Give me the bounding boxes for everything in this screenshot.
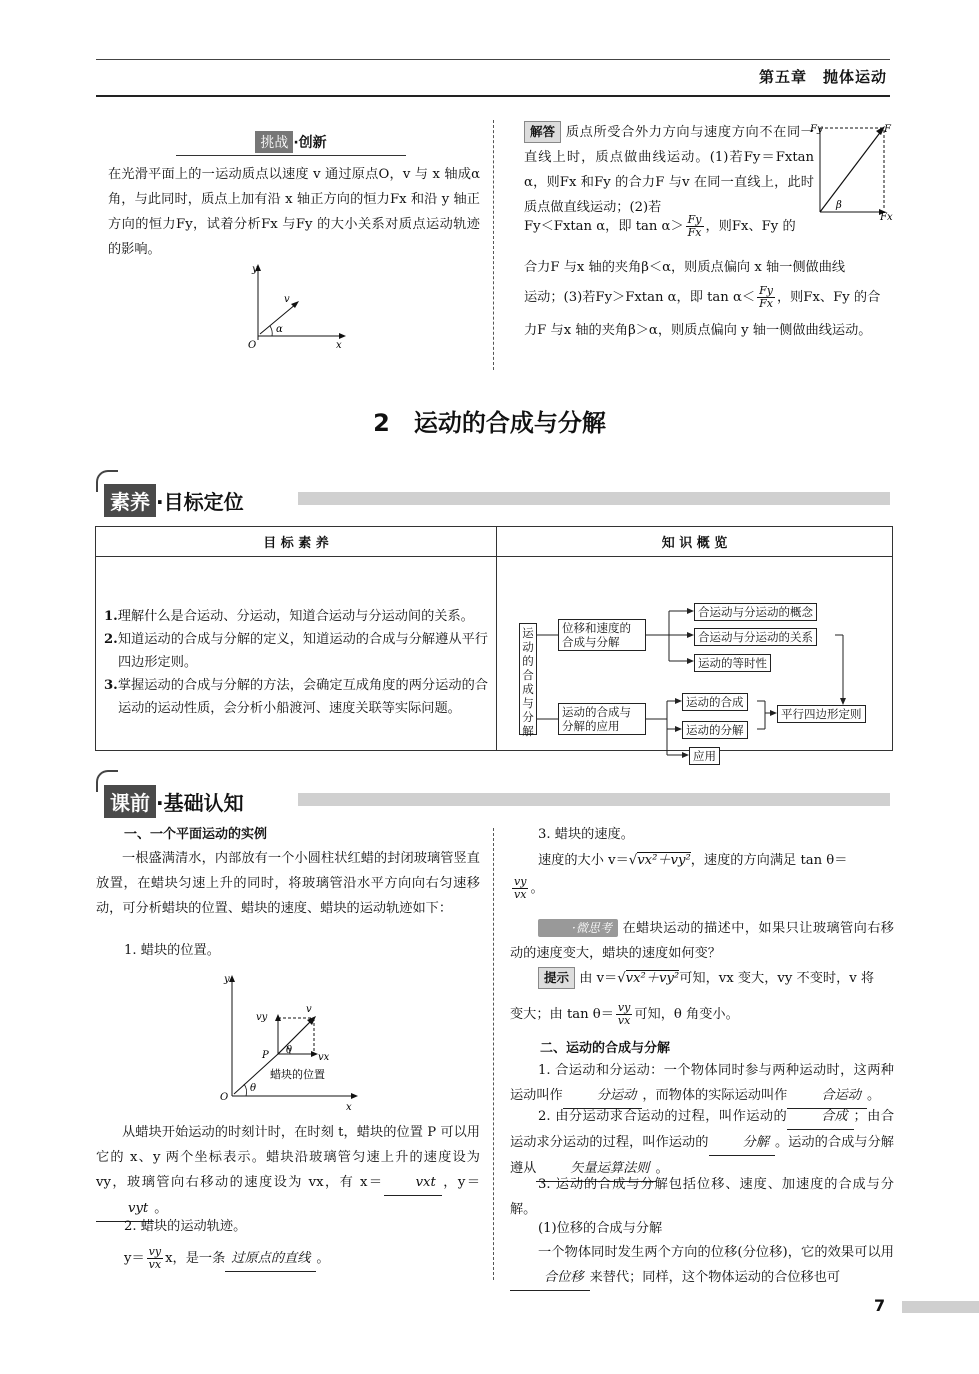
map-item-application: 应用 [689,747,720,765]
hint-fraction: $\frac{vy}{vx}$ [617,1001,631,1027]
fig3-caption: 蜡块的位置 [270,1068,325,1081]
goal-item: 3.掌握运动的合成与分解的方法，会确定互成角度的两分运动的合运动的运动性质，会分析小船渡河、速度关联等实际问题。 [104,678,488,716]
fig1-o-label: O [248,340,257,351]
challenge-title: ·创新 [293,135,327,151]
table-header-goals: 目 标 素 养 [96,527,497,557]
solution-line3: 合力F 与x 轴的夹角β＜α，则质点偏向 x 轴一侧做曲线 [524,260,846,275]
answer-blank-y: vyt [96,1196,154,1222]
right-speed: 速度的大小 v＝√vx²＋vy²，速度的方向满足 tan θ＝ [538,853,848,868]
fig3-p-label: P [262,1050,269,1061]
right-speed-dir: $\frac{vy}{vx}$ 。 [514,875,544,901]
section2-bar [298,793,890,806]
fig3-o-label: O [220,1092,229,1103]
map-parallelogram-rule: 平行四边形定则 [777,705,866,723]
right-q1: 1. 合运动和分运动：一个物体同时参与两种运动时，这两种运动叫作 分运动 ，而物体的实际运动叫作 合运动 。 [510,1058,894,1109]
map-item-decomposition: 运动的分解 [682,721,748,739]
solution-block [524,120,814,220]
concept-map [497,557,893,763]
section1-title: ·目标定位 [156,490,244,514]
solution-fraction-2: $\frac{Fy}{Fx}$ [759,284,773,310]
main-title: 2 运动的合成与分解 [373,409,606,437]
trajectory-fraction: $\frac{vy}{vx}$ [148,1245,162,1271]
column-divider-top [493,120,494,370]
page-number: 7 [874,1296,886,1315]
map-branch-1: 位移和速度的合成与分解 [558,619,646,651]
map-item-composition: 运动的合成 [682,693,748,711]
section1-badge: 素养 [104,484,156,517]
column-divider-bottom [493,828,494,1280]
map-branch-2: 运动的合成与分解的应用 [558,703,646,735]
answer-blank-component: 分运动 [563,1083,643,1109]
map-item-relation: 合运动与分运动的关系 [694,628,817,646]
fig3-vx-label: vx [318,1052,330,1063]
table-header-overview: 知 识 概 览 [497,527,893,557]
map-item-concept: 合运动与分运动的概念 [694,603,817,621]
fig3-theta2-label: θ [250,1083,257,1094]
fig3-vy-label: vy [256,1012,268,1023]
section2-badge: 课前 [104,785,156,818]
answer-blank-x: vxt [384,1170,442,1196]
right-hint: 提示 由 v＝√vx²＋vy²可知，vx 变大，vy 不变时，v 将 [538,966,894,991]
section1-heading [104,484,244,517]
fig3-x-label: x [346,1102,352,1113]
right-q2: 2. 由分运动求合运动的过程，叫作运动的 合成 ；由合运动求分运动的过程，叫作运动的 分解 。运动的合成与分解遵从 矢量运算法则 。 [510,1104,894,1182]
right-heading-2: 二、运动的合成与分解 [540,1041,671,1056]
challenge-tag: 挑战 [255,131,293,153]
footer-bar [902,1301,979,1313]
right-q5: 一个物体同时发生两个方向的位移(分位移)，它的效果可以用合位移 来替代；同样，这个物体运动的合位移也可 [510,1240,894,1291]
fig3-theta-label: θ [286,1045,293,1056]
answer-blank-composition: 合成 [787,1104,853,1130]
candle-position-figure [214,970,364,1112]
fig2-fx-label: Fx [880,212,893,223]
goal-table [95,526,893,763]
goal-item: 2.知道运动的合成与分解的定义，知道运动的合成与分解遵从平行四边形定则。 [104,632,488,670]
fig1-alpha-label: α [276,324,283,335]
map-root: 运动的合成与分解 [519,623,537,735]
right-think: ·微思考 在蜡块运动的描述中，如果只让玻璃管向右移动的速度变大，蜡块的速度如何变？ [510,921,894,961]
left-step-1: 1. 蜡块的位置。 [124,943,220,958]
answer-blank-decomposition: 分解 [709,1130,775,1156]
answer-blank-vector-rule: 矢量运算法则 [536,1156,655,1182]
solution-line5: 力F 与x 轴的夹角β＞α，则质点偏向 y 轴一侧做曲线运动。 [524,323,872,338]
fig3-v-label: v [306,1004,312,1015]
left-trajectory: y＝ $\frac{vy}{vx}$ x，是一条 过原点的直线 。 [124,1245,330,1271]
fig1-x-label: x [336,340,342,351]
goal-item: 1.理解什么是合运动、分运动，知道合运动与分运动间的关系。 [104,609,474,624]
fig3-y-label: y [224,974,230,985]
header-rule-bottom [96,95,890,97]
solution-figure [812,120,898,222]
fig1-y-label: y [252,264,258,275]
right-hint-2: 变大；由 tan θ＝ $\frac{vy}{vx}$ 可知，θ 角变小。 [510,1001,739,1027]
solution-p1: 质点所受合外力方向与速度方向不在同一直线上时，质点做曲线运动。(1)若Fy＝Fxtan α，则Fx 和Fy 的合力F 与v 在同一直线上，此时质点做直线运动；(2)若 [524,125,814,215]
challenge-body: 在光滑平面上的一运动质点以速度 v 通过原点O，v 与 x 轴成α 角，与此同时，质点上加有沿 x 轴正方向的恒力Fx 和沿 y 轴正方向的恒力Fy，试着分析Fx 与Fy 的大小关系对质点运动轨迹的影响。 [108,167,480,257]
header-rule-top [96,59,890,60]
solution-fraction-1: $\frac{Fy}{Fx}$ [687,213,702,239]
map-item-simultaneity: 运动的等时性 [694,654,771,672]
right-step-3: 3. 蜡块的速度。 [538,827,634,842]
hint-tag: 提示 [538,967,575,989]
think-tag: ·微思考 [538,919,618,937]
fig1-v-label: v [284,294,290,305]
solution-line4: 运动；(3)若Fy＞Fxtan α，即 tan α＜ $\frac{Fy}{Fx}$ ，则Fx、Fy 的合 [524,284,881,310]
answer-blank-line: 过原点的直线 [225,1246,316,1272]
chapter-title: 第五章 抛体运动 [758,68,887,86]
right-q4: (1)位移的合成与分解 [538,1221,663,1236]
answer-blank-displacement: 合位移 [510,1265,590,1291]
solution-line2: Fy＜Fxtan α，即 tan α＞ $\frac{Fy}{Fx}$ ，则Fx、Fy 的 [524,213,796,239]
answer-blank-resultant: 合运动 [787,1083,867,1109]
speed-direction-fraction: $\frac{vy}{vx}$ [514,875,527,901]
left-heading-1: 一、一个平面运动的实例 [124,827,268,842]
left-step-2: 2. 蜡块的运动轨迹。 [124,1219,247,1234]
challenge-figure [240,262,350,352]
section2-heading [104,785,244,818]
section2-title: ·基础认知 [156,791,244,815]
left-intro: 一根盛满清水，内部放有一个小圆柱状红蜡的封闭玻璃管竖直放置，在蜡块匀速上升的同时，将玻璃管沿水平方向向右匀速移动，可分析蜡块的位置、蜡块的速度、蜡块的运动轨迹如下： [96,851,480,916]
fig2-fy-label: Fy [810,124,823,135]
solution-tag: 解答 [524,121,561,143]
right-q3: 3. 运动的合成与分解包括位移、速度、加速度的合成与分解。 [510,1177,894,1217]
fig2-beta-label: β [836,200,842,211]
section1-bar [298,492,890,505]
challenge-heading [176,131,406,156]
fig2-f-label: F [884,124,891,135]
left-position-para: 从蜡块开始运动的时刻计时，在时刻 t，蜡块的位置 P 可以用它的 x、y 两个坐标表示。蜡块沿玻璃管匀速上升的速度设为 vy，玻璃管向右移动的速度设为 vx，有 x＝ vxt ，y＝vyt 。 [96,1120,480,1222]
